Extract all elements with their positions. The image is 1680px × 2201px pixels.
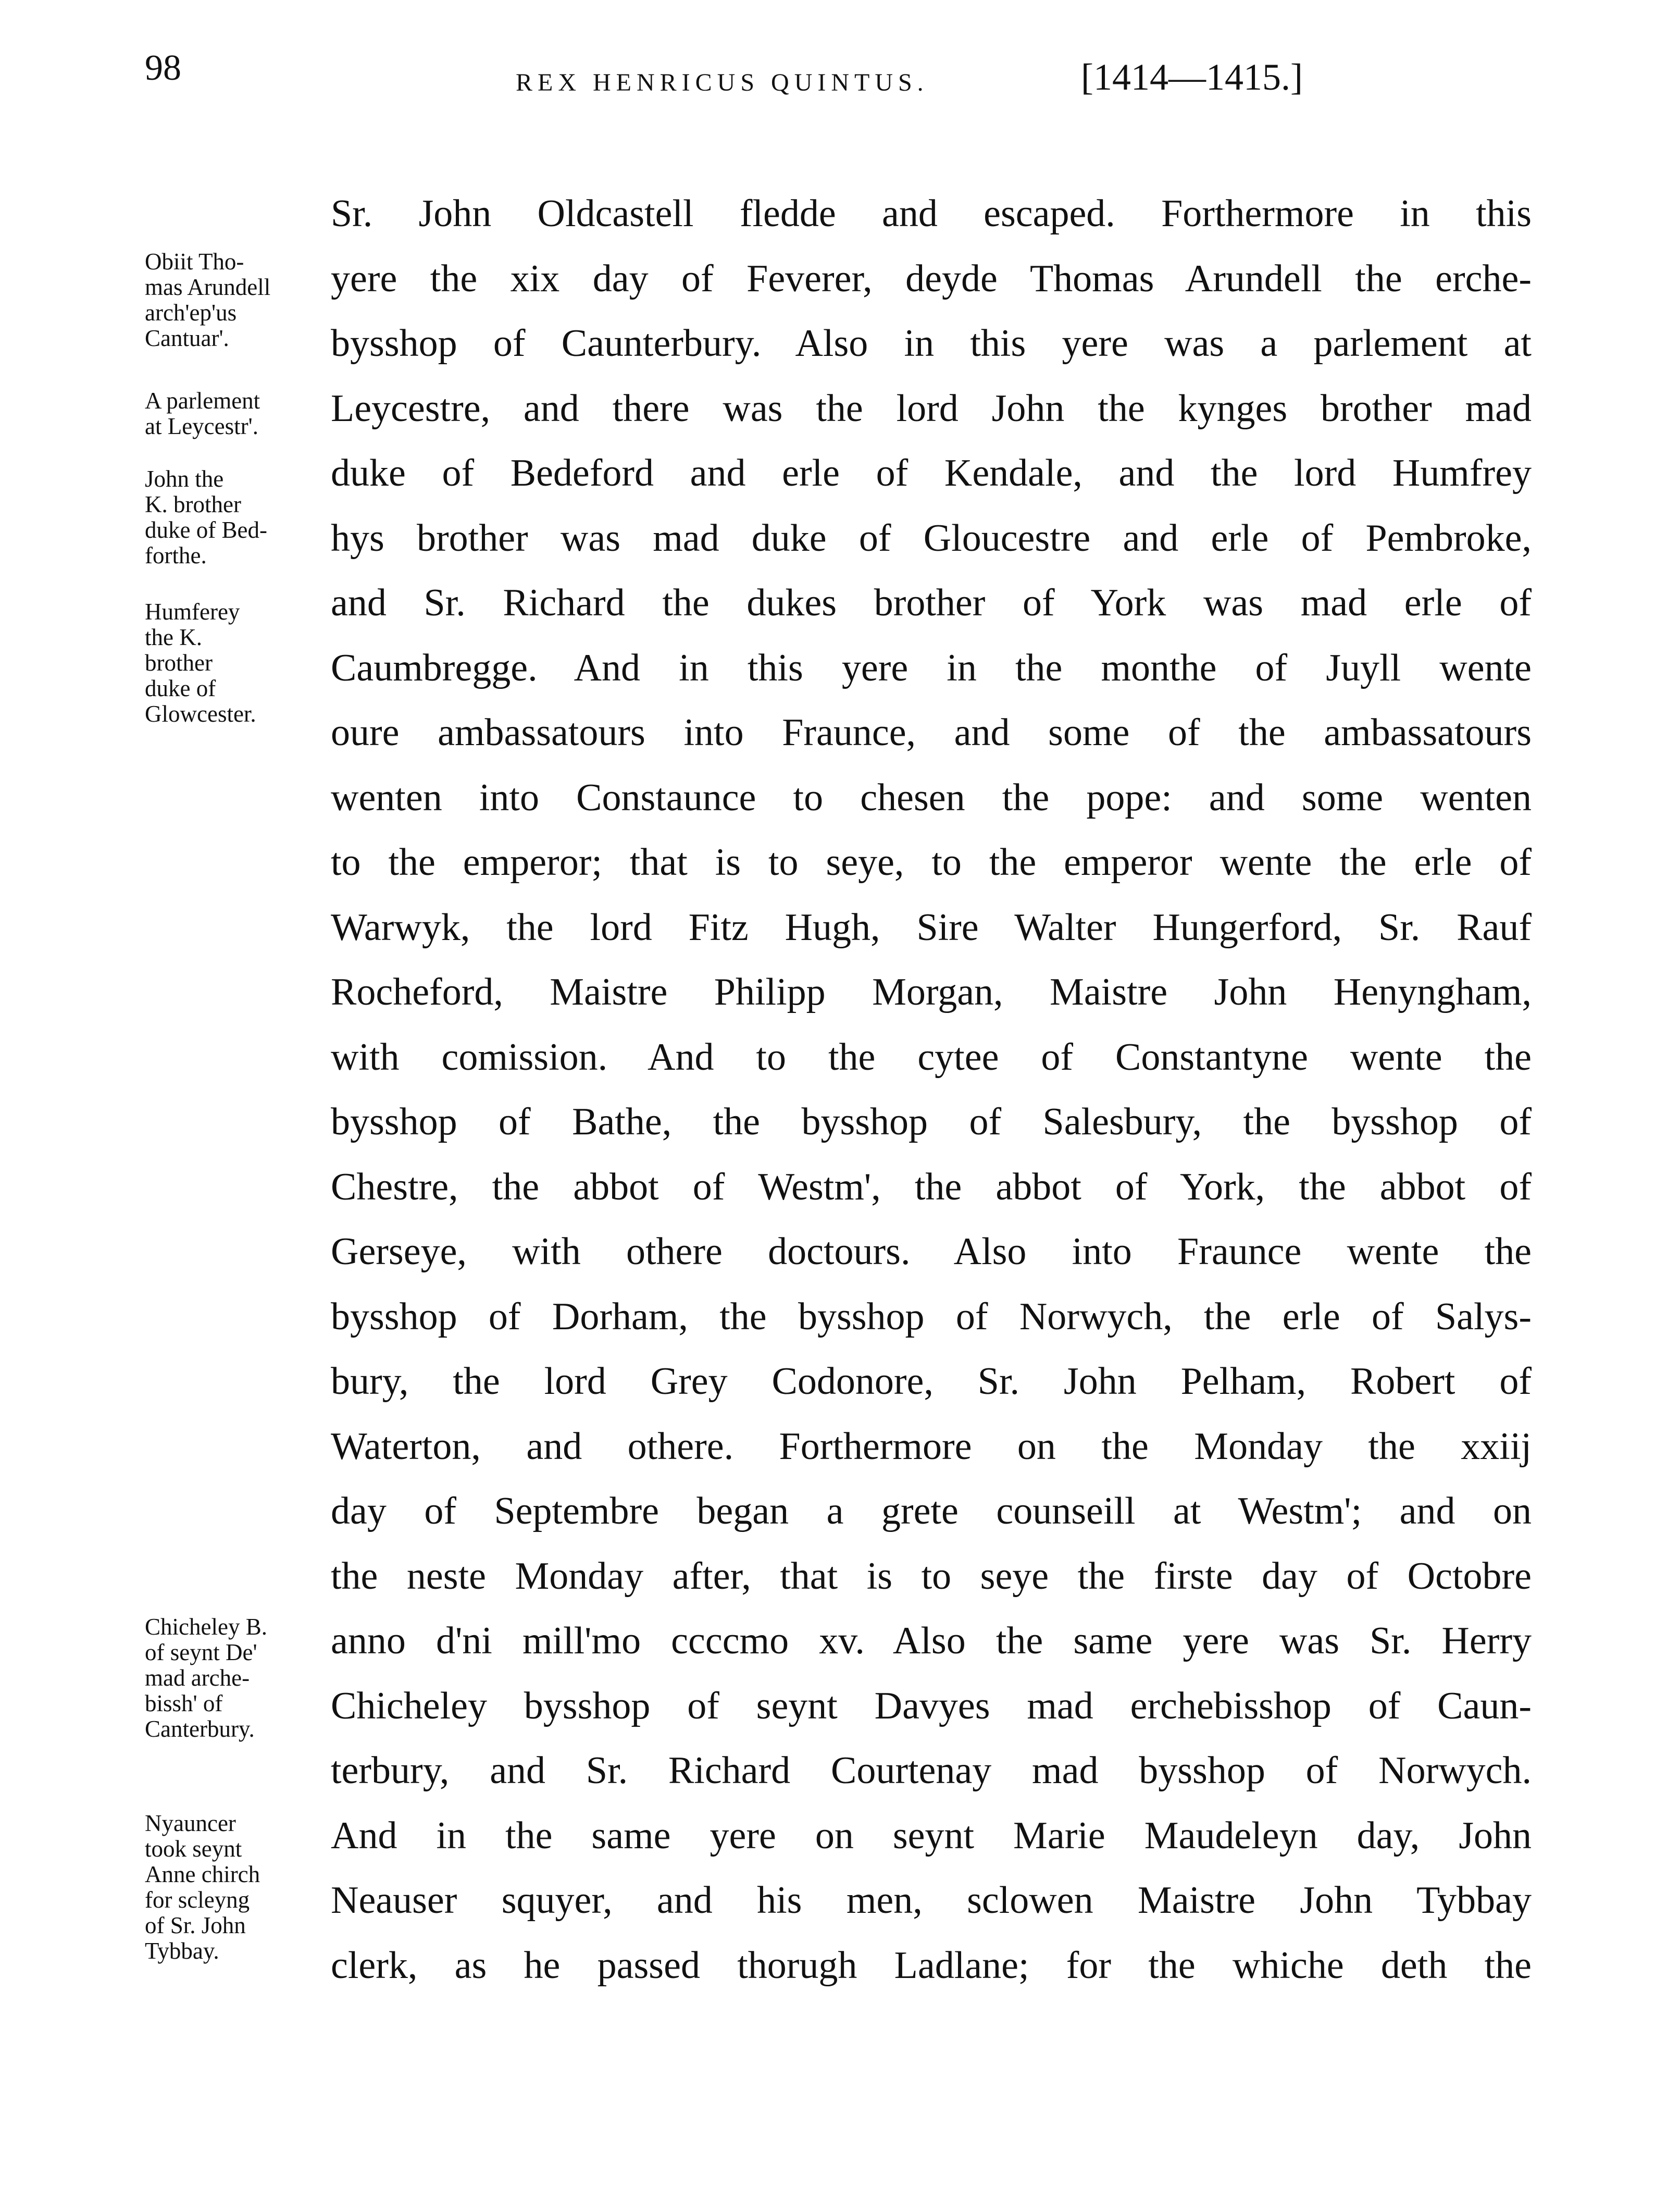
side-note-line: at Leycestr'.: [145, 413, 258, 439]
running-title: REX HENRICUS QUINTUS.: [516, 69, 929, 96]
side-note-line: mad arche-: [145, 1665, 250, 1691]
side-note-nyauncer: [145, 1811, 317, 1964]
text-line: Gerseye, with othere doctours. Also into Fraunce wente the: [331, 1230, 1532, 1273]
side-note-line: Anne chirch: [145, 1861, 260, 1887]
text-line: wenten into Constaunce to chesen the pope: and some wenten: [331, 776, 1532, 819]
text-line: Chestre, the abbot of Westm', the abbot of York, the abbot of: [331, 1165, 1532, 1208]
text-line: oure ambassatours into Fraunce, and some of the ambassatours: [331, 711, 1532, 754]
side-note-line: A parlement: [145, 388, 260, 414]
side-note-line: mas Arundell: [145, 274, 271, 300]
text-line: Neauser squyer, and his men, sclowen Maistre John Tybbay: [331, 1879, 1532, 1922]
side-note-line: K. brother: [145, 491, 241, 517]
side-note-line: Cantuar'.: [145, 325, 229, 351]
text-line: Leycestre, and there was the lord John the kynges brother mad: [331, 387, 1532, 430]
side-note-humferey: [145, 599, 317, 727]
side-note-line: Humferey: [145, 599, 240, 625]
text-line: duke of Bedeford and erle of Kendale, and the lord Humfrey: [331, 452, 1532, 494]
side-note-line: duke of Bed-: [145, 517, 267, 543]
text-line: bury, the lord Grey Codonore, Sr. John Pelham, Robert of: [331, 1360, 1532, 1403]
side-note-john: [145, 466, 317, 568]
side-note-line: Tybbay.: [145, 1938, 219, 1964]
side-note-line: Glowcester.: [145, 701, 256, 727]
text-line: bysshop of Bathe, the bysshop of Salesbury, the bysshop of: [331, 1100, 1532, 1143]
side-note-line: Nyauncer: [145, 1810, 236, 1836]
text-line: the neste Monday after, that is to seye the firste day of Octobre: [331, 1554, 1532, 1598]
text-line: Chicheley bysshop of seynt Davyes mad erchebisshop of Caun-: [331, 1684, 1532, 1727]
text-line: yere the xix day of Feverer, deyde Thomas Arundell the erche-: [331, 257, 1532, 300]
side-note-line: of seynt De': [145, 1639, 257, 1665]
side-note-line: Canterbury.: [145, 1716, 255, 1742]
text-line: Caumbregge. And in this yere in the monthe of Juyll wente: [331, 646, 1532, 689]
side-note-line: Obiit Tho-: [145, 249, 244, 275]
side-note-parlement: [145, 388, 317, 439]
text-line: bysshop of Dorham, the bysshop of Norwych, the erle of Salys-: [331, 1295, 1532, 1338]
side-note-obiit: [145, 249, 317, 351]
side-note-line: bissh' of: [145, 1690, 223, 1716]
side-note-line: the K.: [145, 624, 202, 650]
text-line: clerk, as he passed thorugh Ladlane; for the whiche deth the: [331, 1944, 1532, 1987]
date-range: [1414—1415.]: [1081, 56, 1303, 98]
side-note-line: of Sr. John: [145, 1912, 246, 1938]
main-text-block: [331, 181, 1532, 1998]
side-note-line: arch'ep'us: [145, 300, 237, 326]
side-note-line: duke of: [145, 675, 216, 701]
text-line: with comission. And to the cytee of Constantyne wente the: [331, 1035, 1532, 1079]
text-line: Warwyk, the lord Fitz Hugh, Sire Walter Hungerford, Sr. Rauf: [331, 906, 1532, 949]
side-note-line: John the: [145, 466, 224, 492]
side-note-line: brother: [145, 650, 213, 676]
side-note-line: for scleyng: [145, 1887, 250, 1913]
text-line: anno d'ni mill'mo ccccmo xv. Also the same yere was Sr. Herry: [331, 1619, 1532, 1662]
text-line: terbury, and Sr. Richard Courtenay mad bysshop of Norwych.: [331, 1749, 1532, 1792]
text-line: And in the same yere on seynt Marie Maudeleyn day, John: [331, 1814, 1532, 1857]
text-line: hys brother was mad duke of Gloucestre and erle of Pembroke,: [331, 516, 1532, 560]
page-number: 98: [145, 48, 181, 88]
side-note-line: took seynt: [145, 1836, 242, 1862]
side-note-line: Chicheley B.: [145, 1614, 267, 1640]
text-line: Rocheford, Maistre Philipp Morgan, Maistre John Henyngham,: [331, 971, 1532, 1013]
side-note-chicheley: [145, 1614, 317, 1742]
text-line: to the emperor; that is to seye, to the emperor wente the erle of: [331, 841, 1532, 884]
side-note-line: forthe.: [145, 542, 207, 568]
text-line: bysshop of Caunterbury. Also in this yere was a parlement at: [331, 322, 1532, 365]
text-line: and Sr. Richard the dukes brother of York was mad erle of: [331, 582, 1532, 624]
text-line: Sr. John Oldcastell fledde and escaped. Forthermore in this: [331, 192, 1532, 235]
text-line: Waterton, and othere. Forthermore on the Monday the xxiij: [331, 1425, 1532, 1468]
text-line: day of Septembre began a grete counseill at Westm'; and on: [331, 1490, 1532, 1532]
